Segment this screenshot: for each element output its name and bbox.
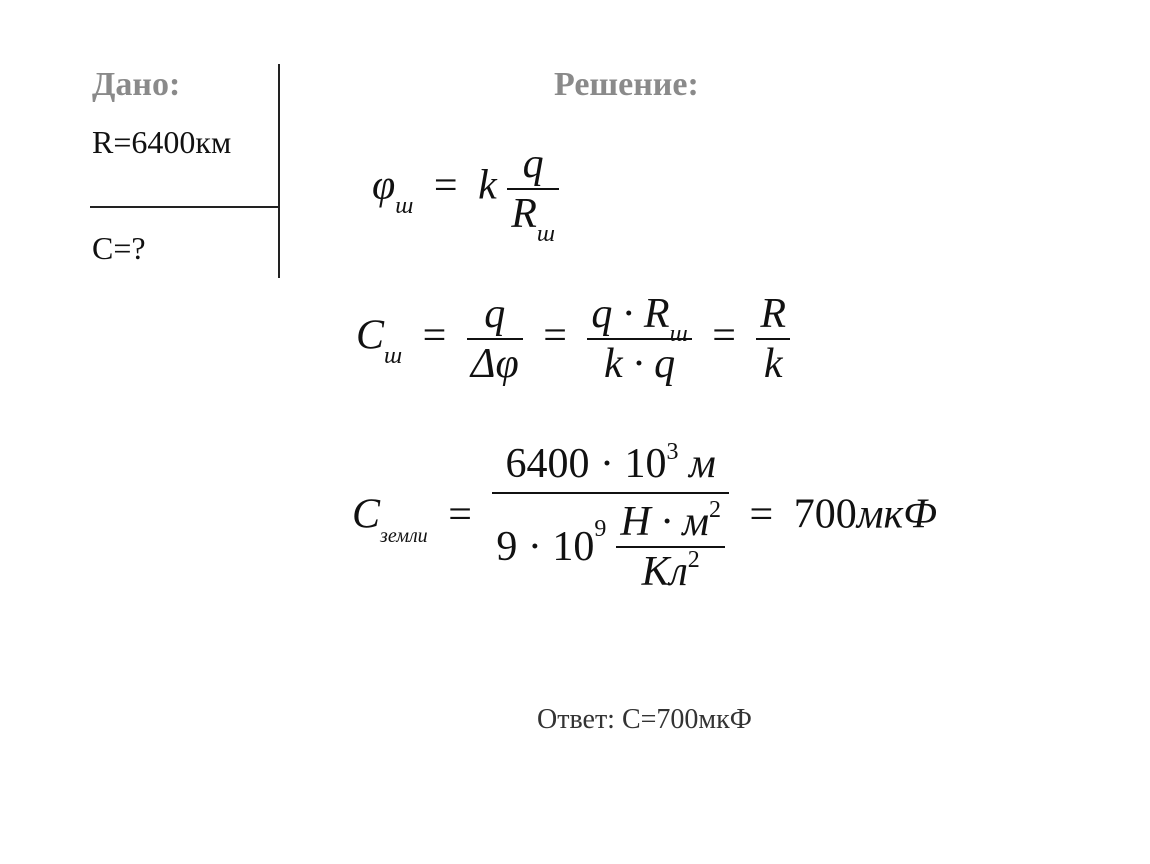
c-symbol: C <box>352 491 381 538</box>
fraction-qr-over-kq <box>587 290 691 388</box>
numerator: q <box>484 291 506 337</box>
qr-text: q · R <box>591 291 670 337</box>
r-symbol: R <box>511 191 537 237</box>
phi-subscript: ш <box>395 192 414 219</box>
formula-potential <box>372 140 559 247</box>
unit-fraction <box>616 498 725 596</box>
unit-num-text: Н · м <box>620 499 710 545</box>
fraction-r-over-k <box>756 290 790 388</box>
result-unit: мкФ <box>856 491 937 538</box>
unit-num-exp: 2 <box>709 497 722 523</box>
given-find: C=? <box>92 230 146 266</box>
vertical-divider <box>278 64 280 278</box>
num-unit: м <box>678 441 716 487</box>
c-symbol: C <box>356 312 385 359</box>
numerator <box>587 290 691 347</box>
formula-capacitance <box>356 290 790 388</box>
den-exponent: 9 <box>594 515 607 542</box>
unit-denominator <box>638 548 704 596</box>
result-value: 700 <box>793 491 857 538</box>
num-value: 6400 · 10 <box>505 441 667 487</box>
equals-sign: = <box>543 312 567 359</box>
denominator: Δφ <box>470 341 519 387</box>
equals-sign: = <box>422 312 447 359</box>
numerator: q <box>522 141 544 187</box>
numerator <box>502 440 720 488</box>
unit-den-text: Кл <box>641 549 688 595</box>
c-subscript: ш <box>384 342 403 369</box>
k-symbol: k <box>478 162 497 209</box>
phi-symbol: φ <box>372 162 396 209</box>
denominator <box>507 190 559 247</box>
unit-numerator <box>616 498 725 546</box>
equals-sign: = <box>712 312 736 359</box>
c-subscript: земли <box>380 524 428 547</box>
denominator <box>492 498 729 596</box>
denominator: k · q <box>603 341 676 387</box>
given-radius: R=6400км <box>92 124 232 160</box>
equals-sign: = <box>448 491 472 538</box>
denominator: k <box>763 341 783 387</box>
unit-den-exp: 2 <box>687 547 700 573</box>
answer-text: Ответ: C=700мкФ <box>537 704 752 735</box>
r-subscript: ш <box>669 321 688 347</box>
fraction-main <box>492 440 729 596</box>
given-divider <box>90 206 279 208</box>
equals-sign: = <box>749 491 774 538</box>
equals-sign: = <box>433 162 458 209</box>
formula-earth-capacitance <box>352 440 937 596</box>
given-heading: Дано: <box>92 66 181 103</box>
solution-heading: Решение: <box>554 66 699 103</box>
numerator: R <box>760 291 787 337</box>
fraction-bar <box>492 492 729 494</box>
den-coef: 9 · 10 <box>496 524 595 570</box>
r-subscript: ш <box>536 221 555 247</box>
num-exponent: 3 <box>666 439 679 465</box>
fraction-q-over-dphi <box>467 290 523 388</box>
fraction-q-over-r <box>507 140 559 247</box>
